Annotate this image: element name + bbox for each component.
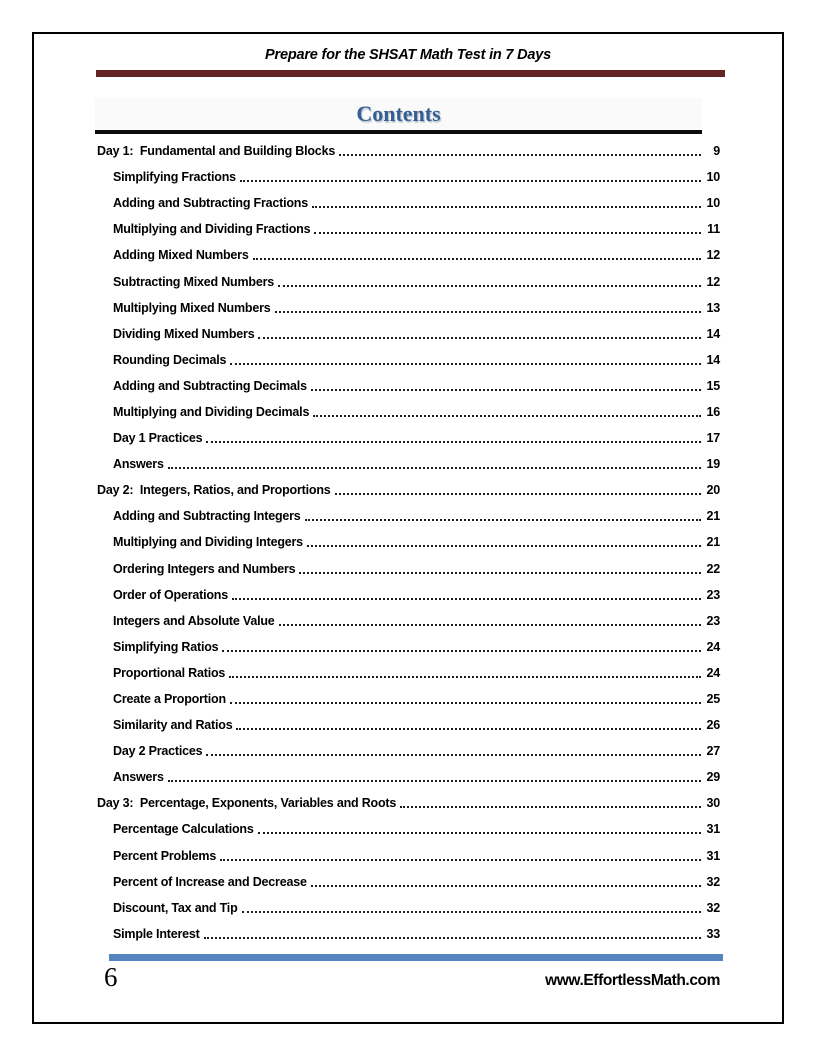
toc-list bbox=[97, 138, 720, 947]
toc-dot-leader bbox=[335, 493, 701, 495]
toc-entry[interactable] bbox=[97, 738, 720, 764]
toc-entry-page: 24 bbox=[706, 639, 720, 654]
contents-heading-band bbox=[95, 98, 702, 129]
toc-entry[interactable] bbox=[97, 425, 720, 451]
website-link[interactable]: www.EffortlessMath.com bbox=[545, 972, 720, 989]
toc-entry-page: 32 bbox=[706, 900, 720, 915]
toc-entry-label: Proportional Ratios bbox=[113, 665, 226, 680]
toc-entry[interactable] bbox=[97, 790, 720, 816]
toc-dot-leader bbox=[230, 702, 701, 704]
toc-entry-label: Order of Operations bbox=[113, 587, 228, 602]
toc-dot-leader bbox=[222, 650, 701, 652]
toc-entry-page: 11 bbox=[707, 222, 720, 237]
toc-dot-leader bbox=[206, 441, 701, 443]
toc-entry-label: Simple Interest bbox=[113, 926, 200, 941]
toc-entry[interactable] bbox=[97, 477, 720, 503]
toc-entry-page: 26 bbox=[706, 718, 720, 733]
toc-dot-leader bbox=[307, 545, 701, 547]
toc-entry-page: 23 bbox=[706, 613, 720, 628]
toc-entry-page: 23 bbox=[706, 587, 720, 602]
toc-entry-page: 30 bbox=[706, 796, 720, 811]
toc-entry[interactable] bbox=[97, 843, 720, 869]
toc-entry[interactable] bbox=[97, 764, 720, 790]
toc-dot-leader bbox=[311, 389, 701, 391]
toc-dot-leader bbox=[240, 180, 701, 182]
toc-dot-leader bbox=[242, 911, 701, 913]
toc-entry-label: Create a Proportion bbox=[113, 692, 226, 707]
toc-dot-leader bbox=[220, 859, 701, 861]
toc-entry-label: Day 2 Practices bbox=[113, 744, 203, 759]
toc-dot-leader bbox=[232, 598, 701, 600]
toc-entry-page: 10 bbox=[706, 196, 720, 211]
toc-entry[interactable] bbox=[97, 921, 720, 947]
page-border bbox=[32, 32, 784, 1024]
toc-entry-page: 16 bbox=[706, 404, 720, 419]
toc-entry-page: 22 bbox=[706, 561, 720, 576]
toc-dot-leader bbox=[313, 415, 701, 417]
toc-entry[interactable] bbox=[97, 242, 720, 268]
toc-entry-label: Integers and Absolute Value bbox=[113, 613, 275, 628]
toc-entry[interactable] bbox=[97, 373, 720, 399]
toc-entry-label: Adding and Subtracting Decimals bbox=[113, 378, 307, 393]
toc-entry[interactable] bbox=[97, 608, 720, 634]
toc-entry-label: Multiplying and Dividing Integers bbox=[113, 535, 303, 550]
toc-dot-leader bbox=[258, 337, 701, 339]
toc-entry-page: 12 bbox=[706, 248, 720, 263]
toc-entry-label: Multiplying Mixed Numbers bbox=[113, 300, 271, 315]
toc-entry-label: Dividing Mixed Numbers bbox=[113, 326, 255, 341]
toc-entry-page: 14 bbox=[706, 352, 720, 367]
toc-entry[interactable] bbox=[97, 529, 720, 555]
toc-dot-leader bbox=[299, 572, 701, 574]
toc-entry-label: Percent Problems bbox=[113, 848, 217, 863]
toc-entry-page: 15 bbox=[706, 378, 720, 393]
toc-entry-label: Day 1 Practices bbox=[113, 431, 203, 446]
toc-dot-leader bbox=[311, 885, 701, 887]
toc-entry[interactable] bbox=[97, 164, 720, 190]
toc-entry[interactable] bbox=[97, 216, 720, 242]
toc-dot-leader bbox=[258, 832, 701, 834]
toc-entry[interactable] bbox=[97, 869, 720, 895]
toc-dot-leader bbox=[204, 937, 701, 939]
toc-entry-page: 24 bbox=[706, 665, 720, 680]
toc-dot-leader bbox=[305, 519, 701, 521]
toc-entry[interactable] bbox=[97, 816, 720, 842]
toc-entry-label: Day 2: Integers, Ratios, and Proportions bbox=[97, 483, 331, 498]
toc-entry[interactable] bbox=[97, 712, 720, 738]
toc-entry-label: Day 3: Percentage, Exponents, Variables and Roots bbox=[97, 796, 397, 811]
toc-entry-label: Multiplying and Dividing Fractions bbox=[113, 222, 311, 237]
toc-entry-label: Day 1: Fundamental and Building Blocks bbox=[97, 144, 336, 159]
toc-entry[interactable] bbox=[97, 321, 720, 347]
toc-entry-label: Adding and Subtracting Fractions bbox=[113, 196, 308, 211]
toc-entry-label: Percent of Increase and Decrease bbox=[113, 874, 307, 889]
toc-dot-leader bbox=[168, 780, 701, 782]
toc-entry[interactable] bbox=[97, 686, 720, 712]
toc-entry[interactable] bbox=[97, 556, 720, 582]
footer-rule bbox=[109, 954, 723, 961]
toc-entry[interactable] bbox=[97, 503, 720, 529]
toc-dot-leader bbox=[253, 258, 701, 260]
toc-entry-label: Ordering Integers and Numbers bbox=[113, 561, 296, 576]
toc-entry-page: 19 bbox=[706, 457, 720, 472]
toc-entry-label: Subtracting Mixed Numbers bbox=[113, 274, 274, 289]
toc-dot-leader bbox=[229, 676, 701, 678]
toc-entry-page: 21 bbox=[706, 509, 720, 524]
toc-entry-page: 21 bbox=[706, 535, 720, 550]
toc-dot-leader bbox=[400, 806, 701, 808]
toc-entry-label: Similarity and Ratios bbox=[113, 718, 233, 733]
toc-dot-leader bbox=[339, 154, 701, 156]
toc-entry-page: 17 bbox=[706, 431, 720, 446]
toc-entry-page: 33 bbox=[706, 926, 720, 941]
toc-entry[interactable] bbox=[97, 347, 720, 373]
header-rule bbox=[96, 70, 725, 77]
toc-entry-page: 32 bbox=[706, 874, 720, 889]
toc-entry[interactable] bbox=[97, 451, 720, 477]
toc-dot-leader bbox=[206, 754, 701, 756]
toc-entry[interactable] bbox=[97, 582, 720, 608]
page-number: 6 bbox=[104, 962, 118, 992]
toc-dot-leader bbox=[230, 363, 701, 365]
toc-entry[interactable] bbox=[97, 295, 720, 321]
toc-entry[interactable] bbox=[97, 138, 720, 164]
toc-dot-leader bbox=[236, 728, 701, 730]
contents-divider-rule bbox=[95, 130, 702, 134]
toc-entry-page: 13 bbox=[706, 300, 720, 315]
toc-entry-label: Discount, Tax and Tip bbox=[113, 900, 238, 915]
toc-entry-page: 9 bbox=[713, 144, 720, 159]
toc-dot-leader bbox=[279, 624, 701, 626]
toc-entry-label: Simplifying Fractions bbox=[113, 170, 236, 185]
toc-entry-page: 14 bbox=[706, 326, 720, 341]
toc-entry-page: 29 bbox=[706, 770, 720, 785]
contents-heading: Contents bbox=[356, 100, 441, 126]
toc-entry-page: 25 bbox=[706, 692, 720, 707]
toc-dot-leader bbox=[275, 311, 701, 313]
toc-entry-label: Simplifying Ratios bbox=[113, 639, 219, 654]
toc-entry-page: 12 bbox=[706, 274, 720, 289]
toc-dot-leader bbox=[278, 285, 701, 287]
toc-entry[interactable] bbox=[97, 190, 720, 216]
toc-entry-label: Multiplying and Dividing Decimals bbox=[113, 404, 310, 419]
toc-entry[interactable] bbox=[97, 634, 720, 660]
running-header-title: Prepare for the SHSAT Math Test in 7 Days bbox=[265, 47, 551, 63]
toc-entry-label: Adding and Subtracting Integers bbox=[113, 509, 301, 524]
toc-dot-leader bbox=[168, 467, 701, 469]
toc-entry-page: 31 bbox=[706, 822, 720, 837]
toc-entry[interactable] bbox=[97, 399, 720, 425]
toc-entry-page: 20 bbox=[706, 483, 720, 498]
toc-entry-page: 10 bbox=[706, 170, 720, 185]
toc-dot-leader bbox=[314, 232, 701, 234]
toc-entry-label: Answers bbox=[113, 457, 164, 472]
toc-entry-label: Rounding Decimals bbox=[113, 352, 227, 367]
toc-entry-page: 27 bbox=[706, 744, 720, 759]
toc-entry-page: 31 bbox=[706, 848, 720, 863]
toc-entry[interactable] bbox=[97, 895, 720, 921]
toc-entry-label: Answers bbox=[113, 770, 164, 785]
toc-entry[interactable] bbox=[97, 660, 720, 686]
toc-entry-label: Adding Mixed Numbers bbox=[113, 248, 249, 263]
toc-dot-leader bbox=[312, 206, 701, 208]
toc-entry[interactable] bbox=[97, 268, 720, 294]
toc-entry-label: Percentage Calculations bbox=[113, 822, 254, 837]
